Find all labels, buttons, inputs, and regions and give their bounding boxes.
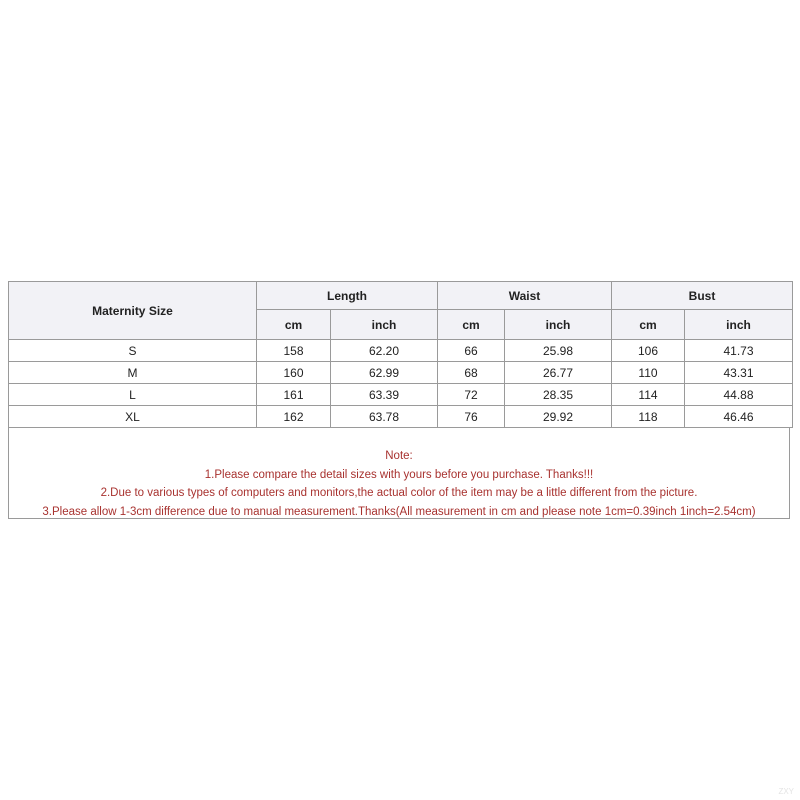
table-cell: 28.35	[505, 384, 612, 406]
unit-header: inch	[331, 310, 438, 340]
size-chart	[8, 281, 792, 519]
table-cell: 63.78	[331, 406, 438, 428]
table-cell: 62.20	[331, 340, 438, 362]
size-table	[8, 281, 793, 428]
table-cell: 26.77	[505, 362, 612, 384]
table-cell: 62.99	[331, 362, 438, 384]
table-cell: 43.31	[685, 362, 793, 384]
unit-header: cm	[612, 310, 685, 340]
table-cell: 72	[438, 384, 505, 406]
table-cell: 110	[612, 362, 685, 384]
header-row-groups	[9, 282, 793, 310]
table-row	[9, 384, 793, 406]
table-cell: 44.88	[685, 384, 793, 406]
size-cell: M	[9, 362, 257, 384]
table-cell: 162	[257, 406, 331, 428]
unit-header: cm	[438, 310, 505, 340]
unit-header: inch	[685, 310, 793, 340]
table-cell: 161	[257, 384, 331, 406]
size-header: Maternity Size	[9, 282, 257, 340]
table-cell: 66	[438, 340, 505, 362]
table-cell: 160	[257, 362, 331, 384]
note-line: 1.Please compare the detail sizes with yours before you purchase. Thanks!!!	[204, 468, 594, 481]
table-cell: 25.98	[505, 340, 612, 362]
note-title: Note:	[385, 450, 413, 462]
table-row	[9, 362, 793, 384]
waist-header: Waist	[438, 282, 612, 310]
size-cell: XL	[9, 406, 257, 428]
unit-header: cm	[257, 310, 331, 340]
table-cell: 106	[612, 340, 685, 362]
table-cell: 46.46	[685, 406, 793, 428]
table-cell: 158	[257, 340, 331, 362]
note-line: 2.Due to various types of computers and monitors,the actual color of the item may be a little different from the picture.	[100, 487, 698, 499]
table-cell: 114	[612, 384, 685, 406]
table-cell: 41.73	[685, 340, 793, 362]
length-header: Length	[257, 282, 438, 310]
size-cell: L	[9, 384, 257, 406]
notes-box	[8, 428, 790, 519]
watermark: ZXY	[778, 787, 794, 796]
table-cell: 68	[438, 362, 505, 384]
bust-header: Bust	[612, 282, 793, 310]
size-cell: S	[9, 340, 257, 362]
table-row	[9, 406, 793, 428]
table-cell: 76	[438, 406, 505, 428]
table-cell: 118	[612, 406, 685, 428]
table-row	[9, 340, 793, 362]
note-line: 3.Please allow 1-3cm difference due to manual measurement.Thanks(All measurement in cm and please note 1cm=0.39inch 1inch=2.54cm)	[42, 505, 756, 518]
unit-header: inch	[505, 310, 612, 340]
table-cell: 29.92	[505, 406, 612, 428]
table-cell: 63.39	[331, 384, 438, 406]
